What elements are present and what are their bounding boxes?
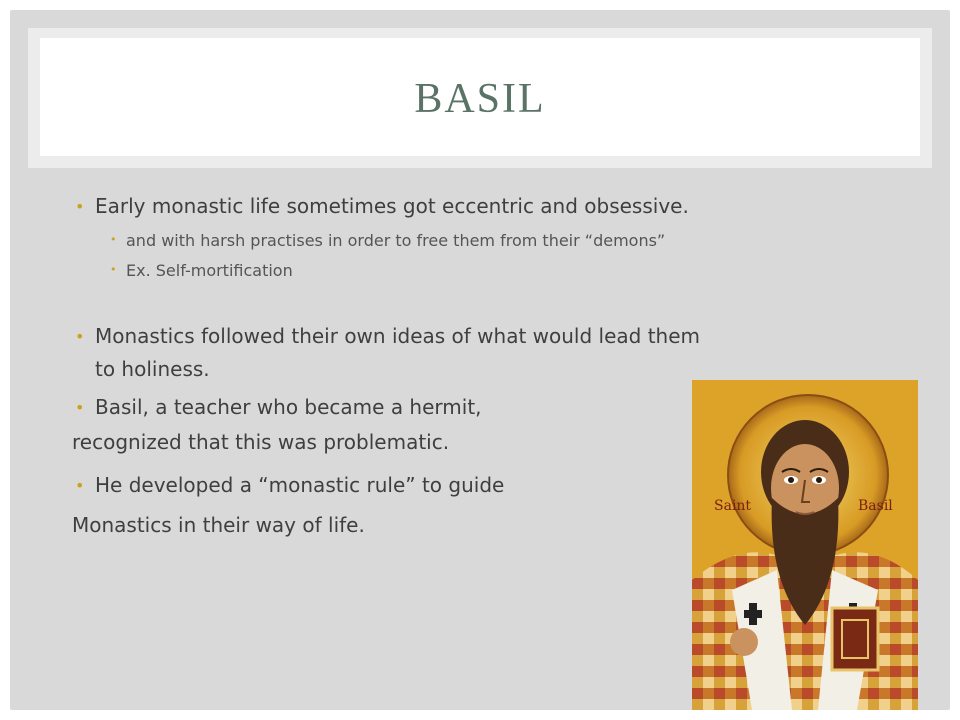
- bullet-text: Early monastic life sometimes got eccentric and obsessive.: [95, 194, 689, 218]
- plain-text-line: recognized that this was problematic.: [72, 430, 450, 454]
- bullet-text: Basil, a teacher who became a hermit,: [95, 395, 482, 419]
- bullet-text: He developed a “monastic rule” to guide: [95, 473, 505, 497]
- icon-painting: [692, 380, 918, 710]
- bullet-dot: •: [75, 327, 85, 346]
- bullet-dot: •: [75, 398, 85, 417]
- bullet-text: Monastics followed their own ideas of what would lead them: [95, 324, 701, 348]
- bullet-text-continued: to holiness.: [95, 357, 210, 381]
- sub-bullet-dot: •: [110, 233, 117, 246]
- bullet-dot: •: [75, 197, 85, 216]
- icon-left-inscription: Saint: [714, 498, 752, 514]
- icon-right-inscription: Basil: [858, 498, 893, 514]
- title-box: [40, 38, 920, 156]
- sub-bullet-text: and with harsh practises in order to free them from their “demons”: [126, 231, 666, 250]
- plain-text-line: Monastics in their way of life.: [72, 513, 365, 537]
- slide-title: BASIL: [414, 76, 546, 122]
- sub-bullet-text: Ex. Self-mortification: [126, 261, 293, 280]
- bullet-dot: •: [75, 476, 85, 495]
- sub-bullet-dot: •: [110, 263, 117, 276]
- saint-basil-icon-image: [692, 380, 918, 710]
